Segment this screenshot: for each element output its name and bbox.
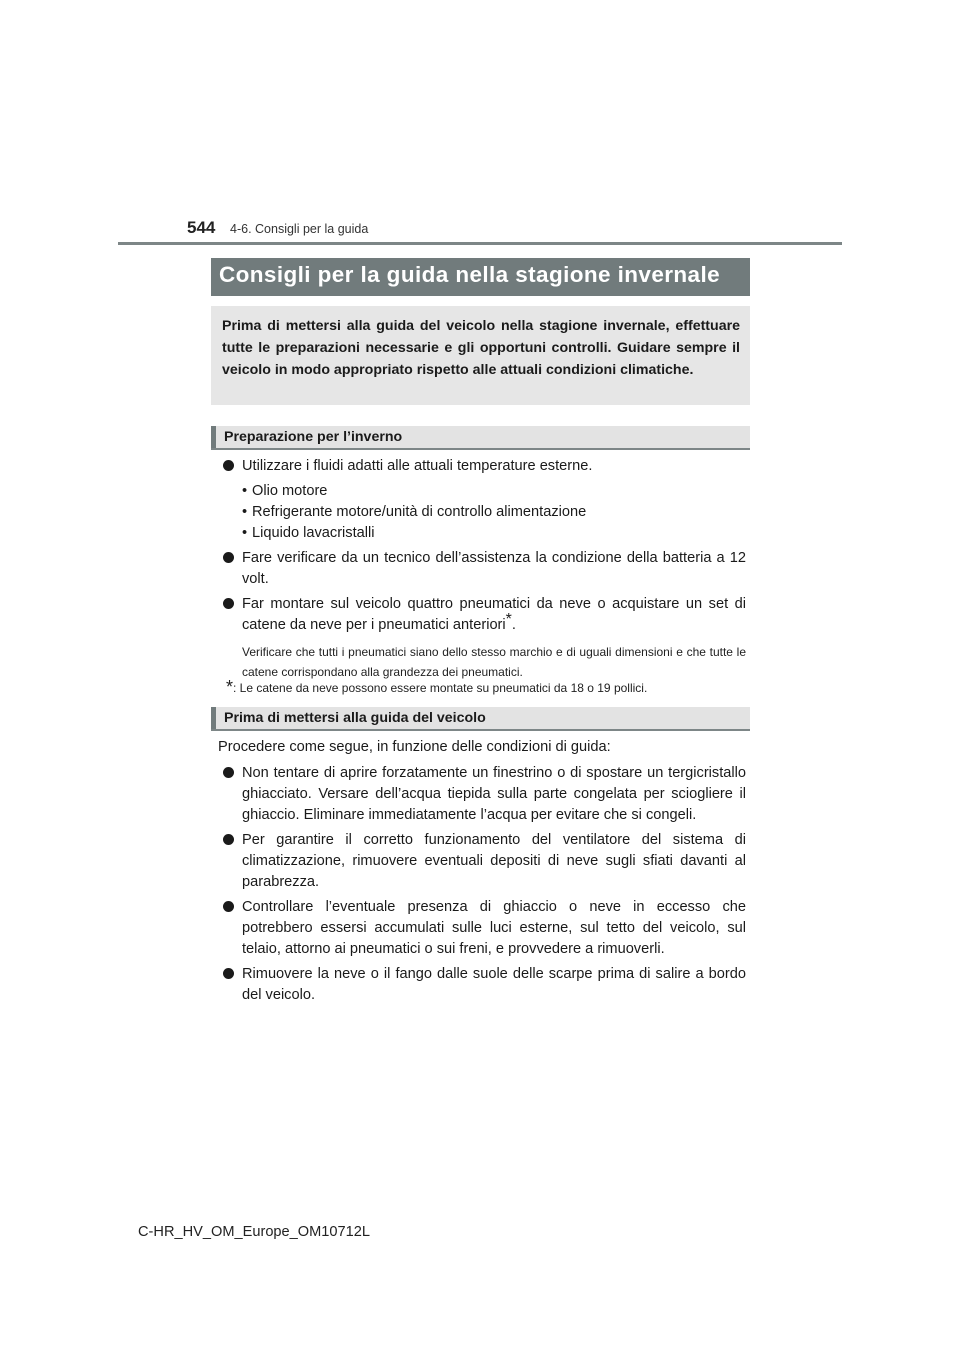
list-item — [218, 456, 746, 477]
footnote — [226, 677, 647, 698]
list-item-text: Rimuovere la neve o il fango dalle suole delle scarpe prima di salire a bordo del veicolo. — [242, 966, 746, 1003]
list-item — [218, 763, 746, 826]
list-item — [218, 548, 746, 590]
heading-before-driving — [211, 707, 750, 731]
document-id: C-HR_HV_OM_Europe_OM10712L — [138, 1224, 370, 1240]
list-item-text: Per garantire il corretto funzionamento del ventilatore del sistema di climatizzazione, rimuovere eventuali depositi di neve sugli sfiati davanti al parabrezza. — [242, 832, 746, 890]
bullet-dot-icon — [223, 767, 234, 778]
page-number: 544 — [187, 218, 216, 237]
footnote-text: : Le catene da neve possono essere montate su pneumatici da 18 o 19 pollici. — [233, 681, 648, 695]
footnote-star: * — [226, 677, 234, 697]
footnote-marker: * — [505, 611, 512, 629]
page-title: Consigli per la guida nella stagione invernale — [219, 262, 721, 287]
fluid-item: • Refrigerante motore/unità di controllo alimentazione — [218, 502, 746, 523]
heading-before-driving-label: Prima di mettersi alla guida del veicolo — [224, 710, 486, 726]
section-breadcrumb: 4-6. Consigli per la guida — [230, 222, 369, 236]
list-item — [218, 830, 746, 893]
list-item — [218, 897, 746, 960]
bullet-dot-icon — [223, 460, 234, 471]
intro-text: Prima di mettersi alla guida del veicolo nella stagione invernale, effettuare tutte le preparazioni necessarie e gli opportuni controlli. Guidare sempre il veicolo in modo appropriato rispetto alle attuali condizioni climatiche. — [222, 318, 740, 378]
list-item — [218, 964, 746, 1006]
intro-box — [211, 306, 750, 405]
list-item-text: Non tentare di aprire forzatamente un finestrino o di spostare un tergicristallo ghiacciato. Versare dell’acqua tiepida sulla parte congelata per sciogliere il ghiaccio. Eliminare immediatamente l’acqua per evitare che si congeli. — [242, 765, 746, 823]
list-item-text: Far montare sul veicolo quattro pneumatici da neve o acquistare un set di catene da neve per i pneumatici anteriori — [242, 596, 746, 633]
list-item-end: . — [511, 617, 516, 633]
bullet-dot-icon — [223, 598, 234, 609]
heading-winter-preparation-label: Preparazione per l’inverno — [224, 429, 403, 445]
fluid-item: • Olio motore — [218, 481, 746, 502]
list-item-text: Fare verificare da un tecnico dell’assistenza la condizione della batteria a 12 volt. — [242, 550, 746, 587]
bullet-dot-icon — [223, 901, 234, 912]
bullet-dot-icon — [223, 552, 234, 563]
header-divider — [118, 242, 842, 245]
heading-winter-preparation — [211, 426, 750, 450]
fluid-item: • Liquido lavacristalli — [218, 523, 746, 544]
before-driving-section — [218, 737, 746, 1010]
before-driving-intro: Procedere come segue, in funzione delle condizioni di guida: — [218, 739, 611, 755]
list-item-text: Utilizzare i fluidi adatti alle attuali temperature esterne. — [242, 458, 593, 474]
bullet-dot-icon — [223, 968, 234, 979]
preparation-section — [218, 456, 746, 682]
list-item-text: Controllare l’eventuale presenza di ghiaccio o neve in eccesso che potrebbero essersi accumulati sulle luci esterne, sul tetto del veicolo, sul telaio, attorno ai pneumatici o sui freni, e provvedere a rimuoverli. — [242, 899, 746, 957]
list-item — [218, 594, 746, 636]
bullet-dot-icon — [223, 834, 234, 845]
page-title-bar — [211, 258, 750, 296]
tyre-note: Verificare che tutti i pneumatici siano dello stesso marchio e di uguali dimensioni e che tutte le catene corrispondano alla grandezza dei pneumatici. — [242, 645, 746, 679]
